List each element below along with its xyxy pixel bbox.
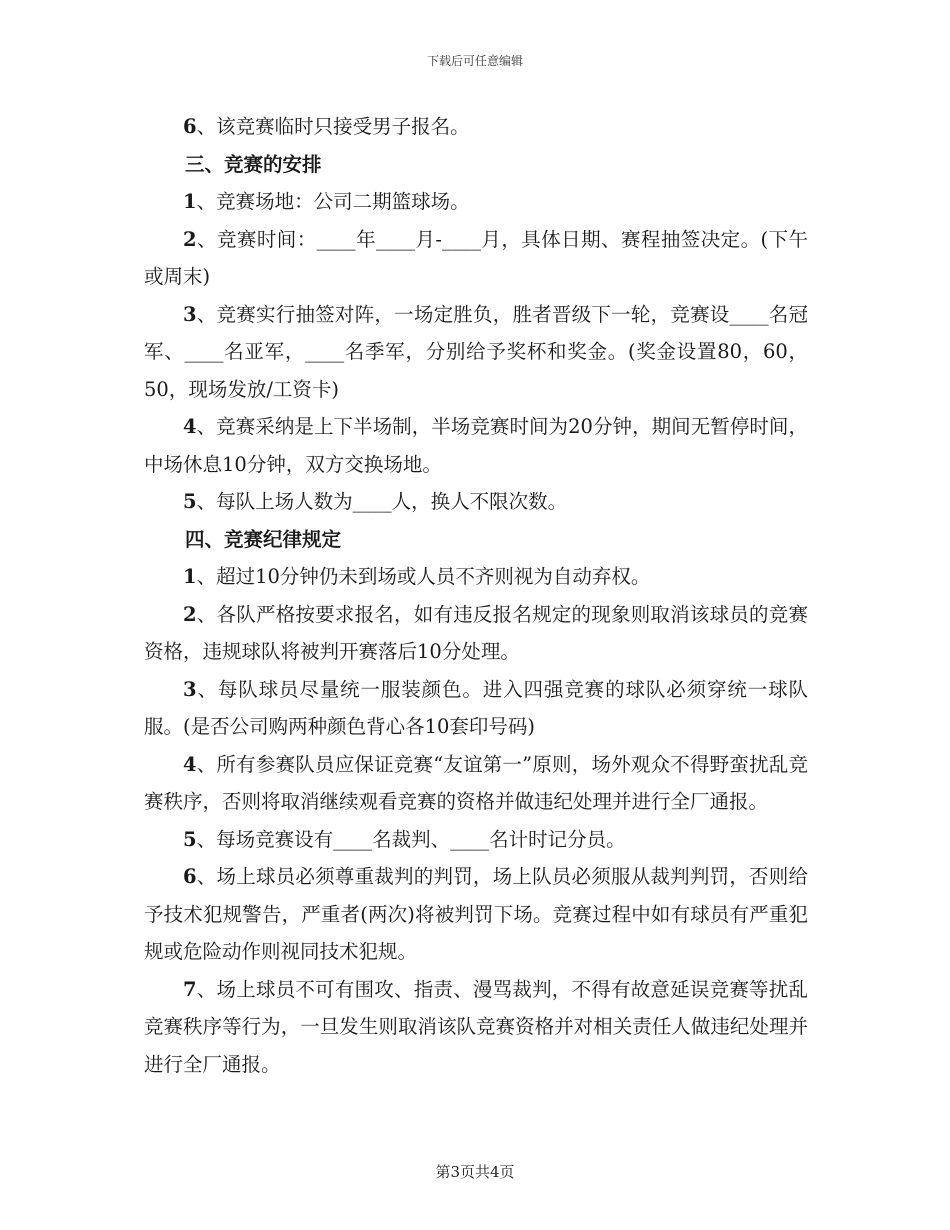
document-body — [144, 108, 808, 1083]
page-header: 下载后可任意编辑 — [426, 54, 523, 68]
rule-item: 5、每场竞赛设有____名裁判、____名计时记分员。 — [183, 827, 626, 851]
rule-item: 6、该竞赛临时只接受男子报名。 — [183, 115, 470, 138]
rule-item: 1、超过10分钟仍未到场或人员不齐则视为自动弃权。 — [183, 565, 651, 588]
rule-item: 2、各队严格按要求报名，如有违反报名规定的现象则取消该球员的竞赛资格，违规球队将被判开赛落后10分处理。 — [144, 602, 808, 663]
rule-item: 4、所有参赛队员应保证竞赛“友谊第一”原则，场外观众不得野蛮扰乱竞赛秩序，否则将取消继续观看竞赛的资格并做违纪处理并进行全厂通报。 — [144, 752, 808, 813]
rule-item: 7、场上球员不可有围攻、指责、漫骂裁判，不得有故意延误竞赛等扰乱竞赛秩序等行为，一旦发生则取消该队竞赛资格并对相关责任人做违纪处理并进行全厂通报。 — [144, 977, 808, 1076]
rule-item: 3、每队球员尽量统一服装颜色。进入四强竞赛的球队必须穿统一球队服。(是否公司购两种颜色背心各10套印号码) — [144, 677, 808, 738]
rule-item: 3、竞赛实行抽签对阵，一场定胜负，胜者晋级下一轮，竞赛设____名冠军、____名亚军，____名季军，分别给予奖杯和奖金。(奖金设置80，60，50，现场发放/工资卡) — [144, 302, 808, 401]
rule-item: 5、每队上场人数为____人，换人不限次数。 — [183, 490, 568, 513]
rule-item: 1、竞赛场地：公司二期篮球场。 — [183, 190, 470, 213]
page-number: 第3页共4页 — [435, 1163, 515, 1181]
section-heading: 四、竞赛纪律规定 — [184, 527, 341, 551]
rule-item: 4、竞赛采纳是上下半场制，半场竞赛时间为20分钟，期间无暂停时间，中场休息10分钟，双方交换场地。 — [144, 415, 808, 476]
rule-item: 2、竞赛时间：____年____月-____月，具体日期、赛程抽签决定。(下午或周末) — [144, 227, 808, 288]
section-heading: 三、竞赛的安排 — [184, 152, 322, 176]
rule-item: 6、场上球员必须尊重裁判的判罚，场上队员必须服从裁判判罚，否则给予技术犯规警告，严重者(两次)将被判罚下场。竞赛过程中如有球员有严重犯规或危险动作则视同技术犯规。 — [144, 865, 808, 963]
